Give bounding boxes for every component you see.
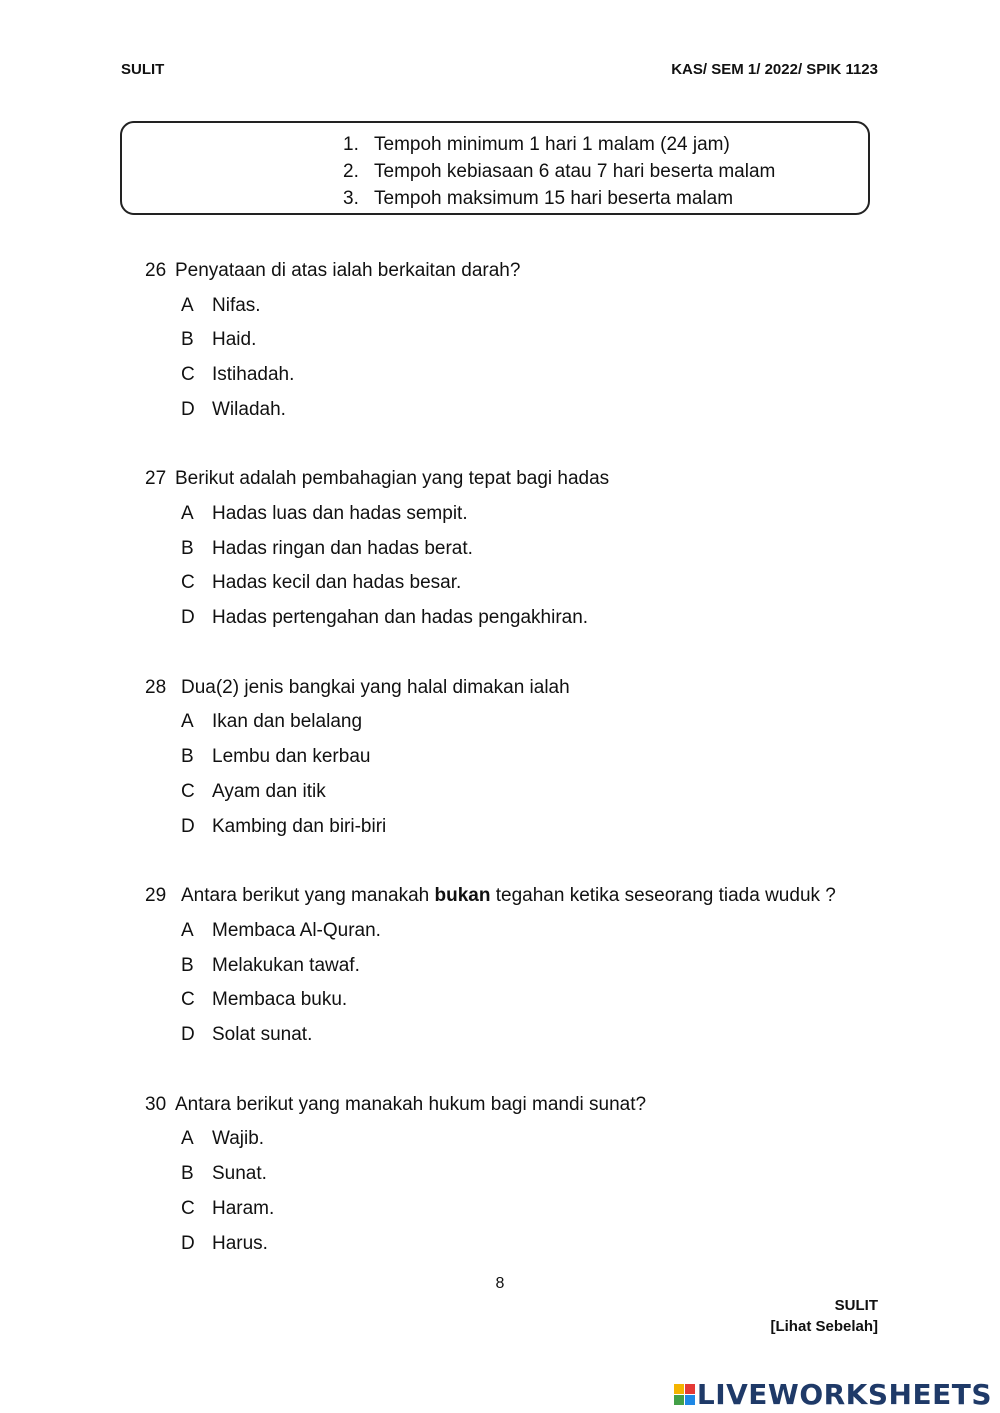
- option-26-b[interactable]: [181, 329, 256, 351]
- header-right: KAS/ SEM 1/ 2022/ SPIK 1123: [671, 61, 878, 78]
- logo-square: [685, 1384, 695, 1394]
- option-text: Istihadah.: [212, 364, 295, 385]
- header-left: SULIT: [121, 61, 165, 78]
- option-letter: B: [181, 538, 194, 559]
- option-text: Solat sunat.: [212, 1024, 313, 1045]
- question-text-before: Antara berikut yang manakah: [181, 885, 435, 906]
- question-29: [145, 885, 836, 907]
- info-line-number: 2.: [343, 161, 359, 182]
- page-number: 8: [495, 1275, 505, 1292]
- option-27-d[interactable]: [181, 607, 588, 629]
- option-text: Wajib.: [212, 1128, 265, 1149]
- option-letter: A: [181, 920, 194, 941]
- question-number: 26: [145, 260, 167, 281]
- liveworksheets-watermark[interactable]: [674, 1378, 992, 1411]
- option-text: Melakukan tawaf.: [212, 955, 360, 976]
- option-text: Nifas.: [212, 295, 261, 316]
- option-text: Membaca buku.: [212, 989, 348, 1010]
- option-letter: B: [181, 746, 194, 767]
- option-letter: C: [181, 1198, 195, 1219]
- option-30-a[interactable]: [181, 1128, 264, 1150]
- info-line-number: 3.: [343, 188, 359, 209]
- option-letter: C: [181, 989, 195, 1010]
- info-line-text: Tempoh kebiasaan 6 atau 7 hari beserta malam: [374, 161, 776, 182]
- question-text-after: tegahan ketika seseorang tiada wuduk ?: [490, 885, 836, 906]
- question-text: Penyataan di atas ialah berkaitan darah?: [175, 260, 521, 281]
- option-letter: A: [181, 1128, 194, 1149]
- question-text: Berikut adalah pembahagian yang tepat bagi hadas: [175, 468, 610, 489]
- option-27-c[interactable]: [181, 572, 461, 594]
- option-text: Hadas ringan dan hadas berat.: [212, 538, 473, 559]
- option-28-d[interactable]: [181, 816, 386, 838]
- option-26-d[interactable]: [181, 399, 286, 421]
- option-30-c[interactable]: [181, 1198, 274, 1220]
- option-text: Lembu dan kerbau: [212, 746, 371, 767]
- option-28-c[interactable]: [181, 781, 326, 803]
- option-letter: A: [181, 295, 194, 316]
- question-text: Dua(2) jenis bangkai yang halal dimakan ialah: [181, 677, 570, 698]
- liveworksheets-logo-icon: [674, 1384, 695, 1405]
- option-28-b[interactable]: [181, 746, 370, 768]
- info-line: [343, 134, 730, 156]
- option-letter: A: [181, 711, 194, 732]
- option-30-d[interactable]: [181, 1233, 268, 1255]
- option-letter: C: [181, 572, 195, 593]
- logo-square: [674, 1395, 684, 1405]
- logo-square: [685, 1395, 695, 1405]
- option-29-a[interactable]: [181, 920, 381, 942]
- option-letter: B: [181, 329, 194, 350]
- option-text: Wiladah.: [212, 399, 286, 420]
- option-text: Sunat.: [212, 1163, 267, 1184]
- option-letter: C: [181, 364, 195, 385]
- option-text: Hadas luas dan hadas sempit.: [212, 503, 468, 524]
- question-28: [145, 677, 570, 699]
- question-text: Antara berikut yang manakah hukum bagi mandi sunat?: [175, 1094, 647, 1115]
- footer-next-page: [Lihat Sebelah]: [770, 1318, 878, 1335]
- option-text: Kambing dan biri-biri: [212, 816, 387, 837]
- option-letter: D: [181, 607, 195, 628]
- info-box: [120, 121, 870, 215]
- question-number: 29: [145, 885, 167, 906]
- option-text: Membaca Al-Quran.: [212, 920, 381, 941]
- option-26-a[interactable]: [181, 295, 261, 317]
- option-letter: D: [181, 1024, 195, 1045]
- option-27-b[interactable]: [181, 538, 473, 560]
- option-28-a[interactable]: [181, 711, 362, 733]
- option-letter: C: [181, 781, 195, 802]
- option-letter: B: [181, 1163, 194, 1184]
- question-27: [145, 468, 609, 490]
- info-line-text: Tempoh maksimum 15 hari beserta malam: [374, 188, 734, 209]
- option-29-c[interactable]: [181, 989, 347, 1011]
- question-number: 27: [145, 468, 167, 489]
- info-line-number: 1.: [343, 134, 359, 155]
- option-text: Ikan dan belalang: [212, 711, 363, 732]
- option-letter: D: [181, 1233, 195, 1254]
- option-letter: A: [181, 503, 194, 524]
- option-27-a[interactable]: [181, 503, 468, 525]
- question-number: 30: [145, 1094, 167, 1115]
- option-text: Ayam dan itik: [212, 781, 326, 802]
- footer-sulit: SULIT: [834, 1297, 878, 1314]
- info-line: [343, 161, 775, 183]
- question-26: [145, 260, 520, 282]
- info-line: [343, 188, 733, 210]
- option-29-d[interactable]: [181, 1024, 312, 1046]
- option-letter: D: [181, 399, 195, 420]
- liveworksheets-wordmark: LIVEWORKSHEETS: [696, 1378, 992, 1411]
- question-30: [145, 1094, 646, 1116]
- option-text: Hadas pertengahan dan hadas pengakhiran.: [212, 607, 589, 628]
- option-text: Harus.: [212, 1233, 268, 1254]
- option-text: Haid.: [212, 329, 257, 350]
- option-letter: D: [181, 816, 195, 837]
- logo-square: [674, 1384, 684, 1394]
- option-30-b[interactable]: [181, 1163, 267, 1185]
- option-29-b[interactable]: [181, 955, 360, 977]
- option-text: Hadas kecil dan hadas besar.: [212, 572, 462, 593]
- option-letter: B: [181, 955, 194, 976]
- info-line-text: Tempoh minimum 1 hari 1 malam (24 jam): [374, 134, 730, 155]
- question-number: 28: [145, 677, 167, 698]
- option-text: Haram.: [212, 1198, 275, 1219]
- question-text-bold: bukan: [434, 885, 491, 906]
- option-26-c[interactable]: [181, 364, 294, 386]
